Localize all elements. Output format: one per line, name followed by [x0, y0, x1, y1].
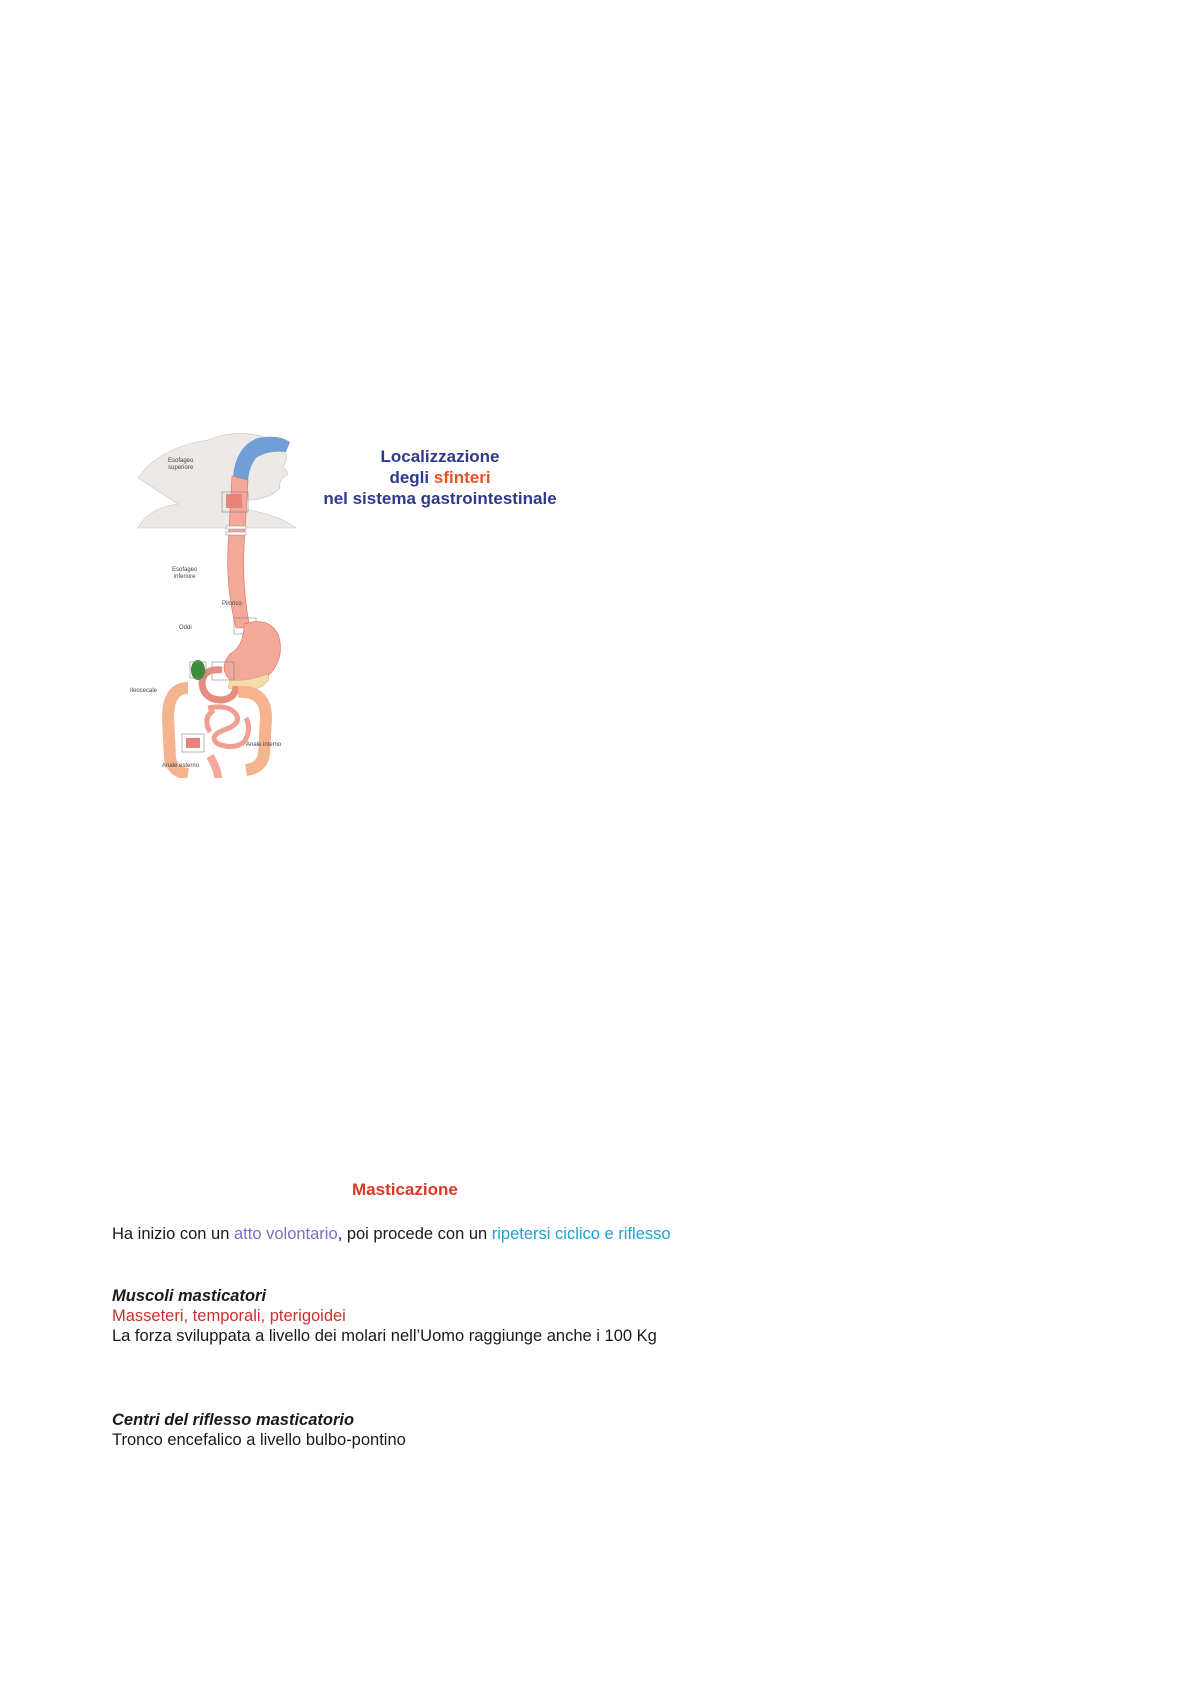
intro-paragraph: Ha inizio con un atto volontario, poi procede con un ripetersi ciclico e riflesso — [112, 1225, 671, 1243]
centri-heading: Centri del riflesso masticatorio — [112, 1411, 355, 1429]
gallbladder — [191, 660, 205, 680]
atto-volontario-text: atto volontario — [234, 1225, 338, 1243]
sphincters-diagram — [118, 418, 308, 778]
small-intestine — [207, 707, 249, 747]
muscoli-forza: La forza sviluppata a livello dei molari nell’Uomo raggiunge anche i 100 Kg — [112, 1327, 657, 1345]
figure-caption — [300, 446, 580, 509]
stomach — [224, 622, 280, 685]
label-esofageo-superiore: Esofageo superiore — [168, 458, 194, 471]
centri-text: Tronco encefalico a livello bulbo-pontino — [112, 1431, 406, 1449]
label-anale-esterno: Anale esterno — [162, 763, 200, 769]
label-esofageo-inferiore: Esofageo inferiore — [172, 567, 198, 580]
caption-highlight: sfinteri — [433, 468, 491, 487]
ripetersi-ciclico-text: ripetersi ciclico e riflesso — [491, 1225, 671, 1243]
rectum — [210, 756, 218, 778]
caption-line-3: nel sistema gastrointestinale — [323, 489, 557, 508]
centri-block — [112, 1410, 406, 1450]
muscoli-list: Masseteri, temporali, pterigoidei — [112, 1307, 346, 1325]
label-ileocecale: Ileocecale — [130, 688, 158, 694]
caption-line-2: degli sfinteri — [389, 468, 491, 487]
digestive-system-illustration — [118, 418, 308, 778]
label-pilorico: Pilorico — [222, 601, 242, 607]
muscoli-heading: Muscoli masticatori — [112, 1287, 267, 1305]
section-title-masticazione: Masticazione — [352, 1180, 458, 1199]
label-anale-interno: Anale interno — [246, 742, 282, 748]
caption-line-1: Localizzazione — [380, 447, 500, 466]
muscoli-block — [112, 1286, 657, 1346]
label-oddi: Oddi — [179, 625, 192, 631]
